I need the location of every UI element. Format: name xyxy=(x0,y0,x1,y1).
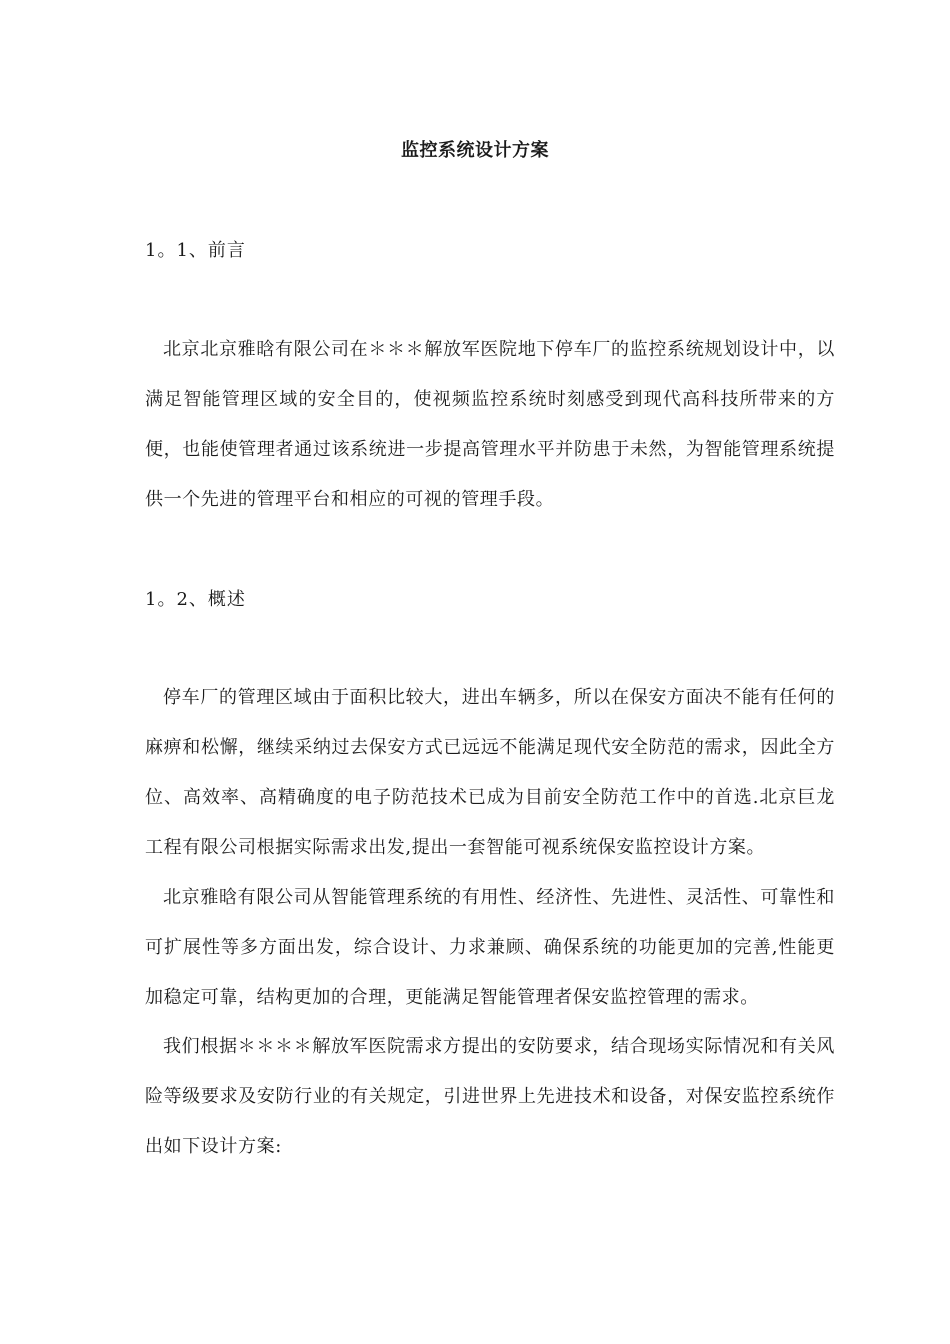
paragraph-overview-2: 北京雅晗有限公司从智能管理系统的有用性、经济性、先进性、灵活性、可靠性和可扩展性等多方面出发，综合设计、力求兼顾、确保系统的功能更加的完善,性能更加稳定可靠，结构更加的合理，更能满足智能管理者保安监控管理的需求。 xyxy=(145,887,835,1008)
paragraph-overview-1: 停车厂的管理区域由于面积比较大，进出车辆多，所以在保安方面决不能有任何的麻痹和松懈，继续采纳过去保安方式已远远不能满足现代安全防范的需求，因此全方位、高效率、高精确度的电子防范技术已成为目前安全防范工作中的首选.北京巨龙工程有限公司根据实际需求出发,提出一套智能可视系统保安监控设计方案。 xyxy=(145,687,835,858)
document-title: 监控系统设计方案 xyxy=(401,140,549,161)
section-heading-preface: 1。1、前言 xyxy=(145,240,246,261)
paragraph-preface: 北京北京雅晗有限公司在＊＊＊解放军医院地下停车厂的监控系统规划设计中，以满足智能管理区域的安全目的，使视频监控系统时刻感受到现代高科技所带来的方便，也能使管理者通过该系统进一步提高管理水平并防患于未然，为智能管理系统提供一个先进的管理平台和相应的可视的管理手段。 xyxy=(145,339,835,510)
paragraph-overview-3: 我们根据＊＊＊＊解放军医院需求方提出的安防要求，结合现场实际情况和有关风险等级要求及安防行业的有关规定，引进世界上先进技术和设备，对保安监控系统作出如下设计方案: xyxy=(145,1036,835,1157)
section-heading-overview: 1。2、概述 xyxy=(145,589,246,610)
